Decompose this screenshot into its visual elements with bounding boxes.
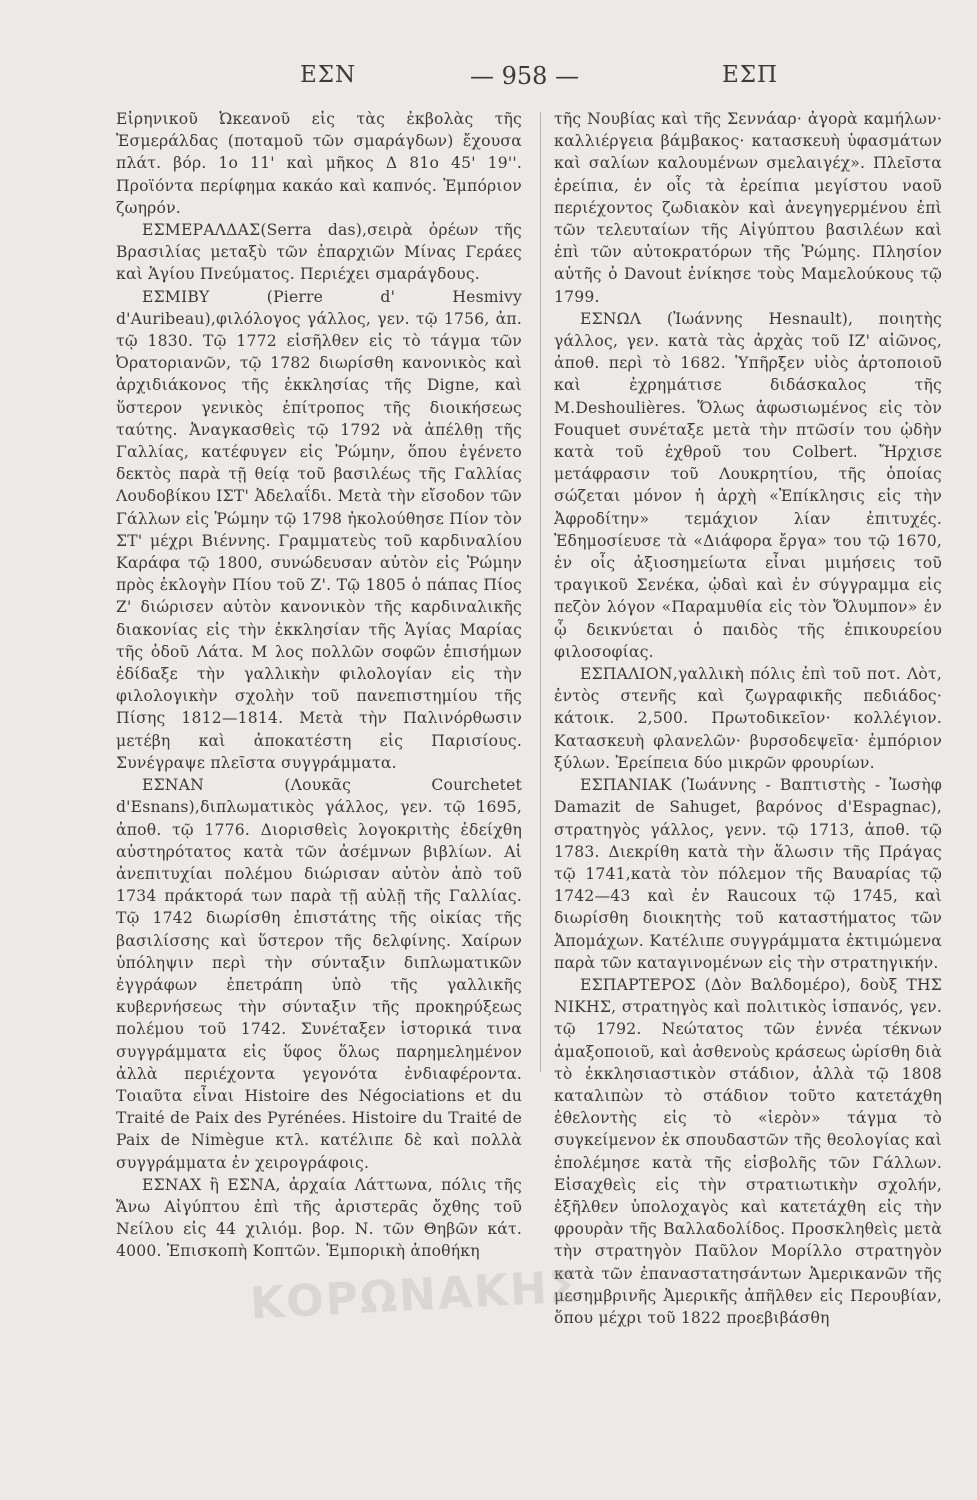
left-column [116, 108, 522, 1263]
header-left-guideword: ΕΣΝ [300, 62, 357, 88]
entry-esnan: ΕΣΝΑΝ (Λουκᾶς Courchetet d'Esnans),διπλωματικὸς γάλλος, γεν. τῷ 1695, ἀποθ. τῷ 1776. Διορισθεὶς λογοκριτὴς ἐδείχθη αὐστηρότατος κατὰ τῶν ἀσέμνων βιβλίων. Αἱ ἀνεπιτυχίαι πολέμου διώρισαν αὐτὸν ἀπὸ τοῦ 1734 πράκτορά των παρὰ τῇ αὐλῇ τῆς Γαλλίας. Τῷ 1742 διωρίσθη ἐπιστάτης τῆς οἰκίας τῆς βασιλίσσης καὶ ὕστερον τῆς δελφίνης. Χαίρων ὑπόληψιν περὶ τὴν σύνταξιν διπλωματικῶν ἐγγράφων ἐπετράπη ὑπὸ τῆς γαλλικῆς κυβερνήσεως τὴν σύνταξιν τῆς προκηρύξεως πολέμου τοῦ 1742. Συνέταξεν ἱστορικά τινα συγγράμματα εἰς ὕφος ὅλως παρημελημένον ἀλλὰ περιέχοντα γεγονότα ἐνδιαφέροντα. Τοιαῦτα εἶναι Histoire des Négociations et du Traité de Paix des Pyrénées. Histoire du Traité de Paix de Nimègue κτλ. κατέλιπε δὲ καὶ πολλὰ συγγράμματα ἐν χειρογράφοις. [116, 776, 522, 1172]
right-column [554, 108, 942, 1329]
entry-espagnac: ΕΣΠΑΝΙΑΚ (Ἰωάννης - Βαπτιστὴς - Ἰωσὴφ Damazit de Sahuget, βαρόνος d'Espagnac), στρατηγὸς γάλλος, γενν. τῷ 1713, ἀποθ. τῷ 1783. Διεκρίθη κατὰ τὴν ἅλωσιν τῆς Πράγας τῷ 1741,κατὰ τὸν πόλεμον τῆς Βαυαρίας τῷ 1742—43 καὶ ἐν Raucoux τῷ 1745, καὶ διωρίσθη διοικητὴς τοῦ καταστήματος τῶν Ἀπομάχων. Κατέλιπε συγγράμματα ἐκτιμώμενα παρὰ τῶν καταγινομένων εἰς τὴν στρατηγικήν. [554, 776, 942, 972]
entry-espalion: ΕΣΠΑΛΙΟΝ,γαλλικὴ πόλις ἐπὶ τοῦ ποτ. Λὸτ, ἐντὸς στενῆς καὶ ζωγραφικῆς πεδιάδος· κάτοικ. 2,500. Πρωτοδικεῖον· κολλέγιον. Κατασκευὴ φλανελῶν· βυρσοδεψεῖα· ἐμπόριον ξύλων. Ἐρείπεια δύο μικρῶν φρουρίων. [554, 665, 942, 772]
entry-esnach: ΕΣΝΑΧ ἢ ΕΣΝΑ, ἀρχαία Λάττωνα, πόλις τῆς Ἄνω Αἰγύπτου ἐπὶ τῆς ἀριστερᾶς ὄχθης τοῦ Νείλου εἰς 44 χιλιόμ. βορ. Ν. τῶν Θηβῶν κάτ. 4000. Ἐπισκοπὴ Κοπτῶν. Ἐμπορικὴ ἀποθήκη [116, 1175, 522, 1261]
column-divider [540, 112, 541, 1072]
header-right-guideword: ΕΣΠ [722, 62, 779, 88]
entry-espartero: ΕΣΠΑΡΤΕΡΟΣ (Δὸν Βαλδομέρο), δοὺξ ΤΗΣ ΝΙΚΗΣ, στρατηγὸς καὶ πολιτικὸς ἱσπανός, γεν. τῷ 1792. Νεώτατος τῶν ἐννέα τέκνων ἀμαξοποιοῦ, καὶ ἀσθενοὺς κράσεως ὡρίσθη διὰ τὸ ἐκκλησιαστικὸν στάδιον, ἀλλὰ τῷ 1808 καταλιπὼν τὸ στάδιον τοῦτο κατετάχθη ἐθελοντὴς εἰς τὸ «ἱερὸν» τάγμα τὸ συγκείμενον ἐκ σπουδαστῶν τῆς θεολογίας καὶ ἐπολέμησε κατὰ τῆς εἰσβολῆς τῶν Γάλλων. Εἰσαχθεὶς εἰς τὴν στρατιωτικὴν σχολήν, ἐξῆλθεν ὑπολοχαγὸς καὶ κατετάχθη εἰς τὴν φρουρὰν τῆς Βαλλαδολίδος. Προσκληθεὶς μετὰ τὴν στρατηγὸν Παῦλον Μορίλλο στρατηγὸν κατὰ τῶν ἐπαναστατησάντων Ἀμερικανῶν τῆς μεσημβρινῆς Ἀμερικῆς ἀπῆλθεν εἰς Περουβίαν, ὅπου μέχρι τοῦ 1822 προεβιβάσθη [554, 975, 942, 1327]
entry-esmeraldas-city-cont: Εἰρηνικοῦ Ὠκεανοῦ εἰς τὰς ἐκβολὰς τῆς Ἐσμεράλδας (ποταμοῦ τῶν σμαράγδων) ἔχουσα πλάτ. βόρ. 1ο 11' καὶ μῆκος Δ 81ο 45' 19''. Προϊόντα περίφημα κακάο καὶ καπνός. Ἐμπόριον ζωηρόν. [116, 110, 522, 217]
watermark-stamp: ΚΟΡΩΝΑΚΗΣ [248, 1261, 583, 1330]
entry-esmeraldas-serra: ΕΣΜΕΡΑΛΔΑΣ(Serra das),σειρὰ ὀρέων τῆς Βρασιλίας μεταξὺ τῶν ἐπαρχιῶν Μίνας Γεράες καὶ Ἁγίου Πνεύματος. Περιέχει σμαράγδους. [116, 221, 522, 284]
entry-esnach-cont: τῆς Νουβίας καὶ τῆς Σεννάαρ· ἀγορὰ καμήλων· καλλιέργεια βάμβακος· κατασκευὴ ὑφασμάτων καὶ σαλίων καλουμένων σμελαιγέχ». Πλεῖστα ἐρείπια, ἐν οἷς τὰ ἐρείπια μεγίστου ναοῦ περιέχοντος ζωδιακὸν καὶ ἀνεγηγερμένου ἐπὶ τῶν τελευταίων τῆς Αἰγύπτου βασιλέων καὶ ἐπὶ τῶν αὐτοκρατόρων τῆς Ῥώμης. Πλησίον αὐτῆς ὁ Davout ἐνίκησε τοὺς Μαμελούκους τῷ 1799. [554, 110, 942, 306]
running-header [0, 62, 977, 102]
entry-esnol: ΕΣΝΩΛ (Ἰωάννης Hesnault), ποιητὴς γάλλος, γεν. κατὰ τὰς ἀρχὰς τοῦ ΙΖ' αἰῶνος, ἀποθ. περὶ τὸ 1682. Ὑπῆρξεν υἱὸς ἀρτοποιοῦ καὶ ἐχρημάτισε διδάσκαλος τῆς M.Deshoulières. Ὅλως ἀφωσιωμένος εἰς τὸν Fouquet συνέταξε μετὰ τὴν πτῶσίν του ᾠδὴν κατὰ τοῦ ἐχθροῦ του Colbert. Ἤρχισε μετάφρασιν τοῦ Λουκρητίου, τῆς ὁποίας σώζεται μόνον ἡ ἀρχὴ «Ἐπίκλησις εἰς τὴν Ἀφροδίτην» τεμάχιον λίαν ἐπιτυχές. Ἐδημοσίευσε τὰ «Διάφορα ἔργα» του τῷ 1670, ἐν οἷς ἀξιοσημείωτα εἶναι μιμήσεις τοῦ τραγικοῦ Σενέκα, ᾠδαὶ καὶ ἐν σύγγραμμα εἰς πεζὸν λόγον «Παραμυθία εἰς τὸν Ὄλυμπον» ἐν ᾧ δεικνύεται ὁ παιδὸς τῆς ἐπικουρείου φιλοσοφίας. [554, 309, 942, 661]
page-number: — 958 — [470, 62, 580, 90]
entry-esmivy: ΕΣΜΙΒΥ (Pierre d' Hesmivy d'Auribeau),φιλόλογος γάλλος, γεν. τῷ 1756, ἀπ. τῷ 1830. Τῷ 1772 εἰσῆλθεν εἰς τὸ τάγμα τῶν Ὀρατοριανῶν, τῷ 1782 διωρίσθη κανονικὸς καὶ ἀρχιδιάκονος τῆς ἐκκλησίας τῆς Digne, καὶ ὕστερον γενικὸς ἐπίτροπος τῆς διοικήσεως ταύτης. Ἀναγκασθεὶς τῷ 1792 νὰ ἀπέλθῃ τῆς Γαλλίας, κατέφυγεν εἰς Ῥώμην, ὅπου ἐγένετο δεκτὸς παρὰ τῇ θείᾳ τοῦ βασιλέως τῆς Γαλλίας Λουδοβίκου ΙΣΤ' Ἀδελαΐδι. Μετὰ τὴν εἴσοδον τῶν Γάλλων εἰς Ῥώμην τῷ 1798 ἠκολούθησε Πίον τὸν ΣΤ' μέχρι Βιέννης. Γραμματεὺς τοῦ καρδιναλίου Καράφα τῷ 1800, συνώδευσαν αὐτὸν εἰς Ῥώμην πρὸς ἐκλογὴν Πίου τοῦ Ζ'. Τῷ 1805 ὁ πάπας Πίος Ζ' διώρισεν αὐτὸν κανονικὸν τῆς καρδιναλικῆς διακονίας εἰς τὴν ἐκκλησίαν τῆς Ἁγίας Μαρίας τῆς ὁδοῦ Λάτα. Μ λος πολλῶν σοφῶν ἐπισήμων ἐδίδαξε τὴν γαλλικὴν φιλολογίαν εἰς τὴν φιλολογικὴν σχολὴν τοῦ πανεπιστημίου τῆς Πίσης 1812—1814. Μετὰ τὴν Παλινόρθωσιν μετέβη καὶ ἀποκατέστη εἰς Παρισίους. Συνέγραψε πλεῖστα συγγράμματα. [116, 287, 522, 772]
